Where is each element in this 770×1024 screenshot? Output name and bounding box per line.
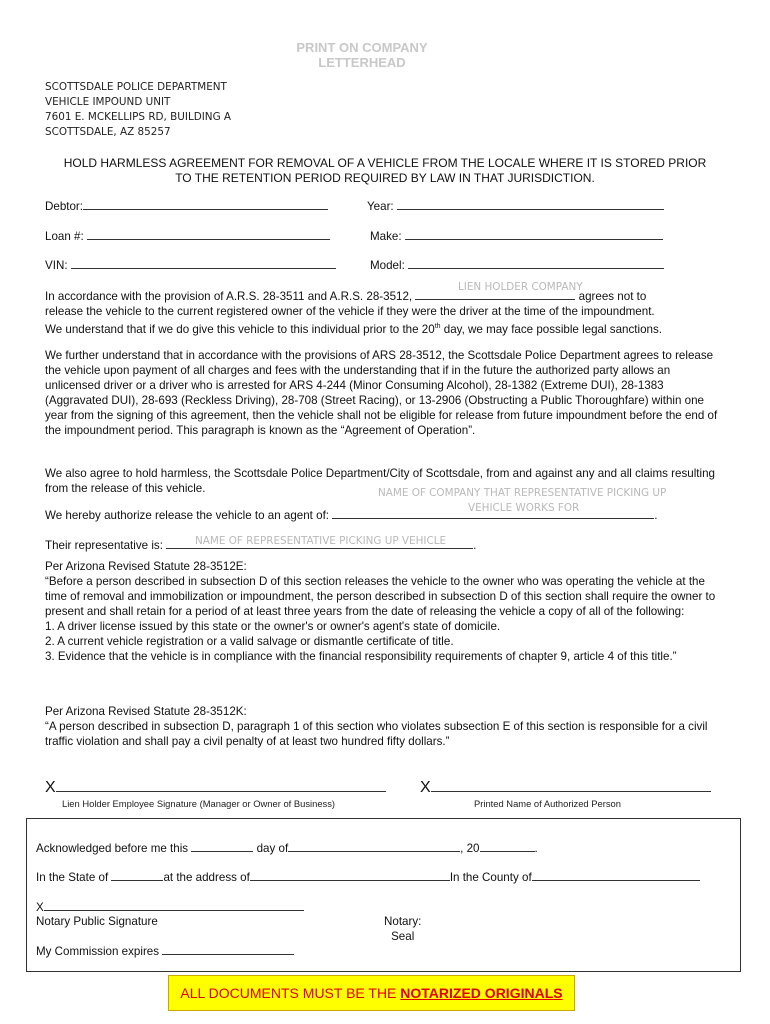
letterhead-line-2: LETTERHEAD [318,55,406,70]
authorize-agent-field[interactable]: We hereby authorize release the vehicle to an agent of: . [45,509,658,522]
lien-holder-signature[interactable] [45,777,386,797]
county-blank[interactable] [532,870,700,881]
state-blank[interactable] [111,870,163,881]
printed-name-line[interactable] [431,777,711,792]
model-label: Model: [370,259,405,272]
notary-signature-line[interactable] [36,900,304,915]
notary-section [26,818,741,972]
document-title [45,156,725,186]
statute-28-3512e [45,559,725,664]
agent-company-blank[interactable] [332,508,654,519]
address-line: SCOTTSDALE, AZ 85257 [45,126,171,138]
commission-label: My Commission expires [36,945,160,958]
lien-holder-placeholder: LIEN HOLDER COMPANY [458,281,583,293]
signature-x-mark: X [45,779,56,796]
address-line: 7601 E. MCKELLIPS RD, BUILDING A [45,111,232,123]
commission-line[interactable] [36,944,294,959]
address-line: SCOTTSDALE POLICE DEPARTMENT [45,81,227,93]
agreement-line-2: release the vehicle to the current registered owner of the vehicle if they were the driver at the time of the impoundment. [45,305,655,318]
acknowledgement-line[interactable] [36,841,538,856]
agreement-line-3-post: day, we may face possible legal sanctions. [440,322,663,336]
hold-harmless-text: We also agree to hold harmless, the Scottsdale Police Department/City of Scottsdale, from and against any and all claims resulting from the release of this vehicle. [45,467,715,495]
agreement-line-1 [45,289,646,304]
notary-seal-text: Seal [391,930,415,943]
notary-address-blank[interactable] [250,870,450,881]
vin-field[interactable] [45,258,336,273]
statute-e-heading: Per Arizona Revised Statute 28-3512E: [45,560,247,573]
notarized-originals-banner [168,975,575,1011]
agreement-of-operation [45,348,725,438]
commission-blank[interactable] [162,944,294,955]
ack-month-blank[interactable] [288,841,460,852]
signature-x-mark: X [420,779,431,796]
year-blank[interactable] [397,199,664,210]
notary-signature-blank[interactable] [44,900,304,911]
county-label: In the County of [449,871,532,884]
make-field[interactable] [370,229,663,244]
lien-holder-blank[interactable] [415,289,575,300]
ack-day-blank[interactable] [191,841,253,852]
vin-label: VIN: [45,259,68,272]
debtor-field[interactable] [45,199,328,214]
lien-holder-signature-caption: Lien Holder Employee Signature (Manager or Owner of Business) [62,798,336,809]
statute-28-3512k [45,704,725,749]
loan-blank[interactable] [87,229,330,240]
state-label: In the State of [36,871,109,884]
agreement-line-3 [45,319,662,337]
statute-k-body: “A person described in subsection D, paragraph 1 of this section who violates subsection E of this section is responsible for a civil traffic violation and shall pay a civil penalty of at least two hundred fifty dollars.” [45,720,708,748]
ack-end: . [534,842,538,855]
address-line: VEHICLE IMPOUND UNIT [45,96,171,108]
banner-text: ALL DOCUMENTS MUST BE THE [180,985,401,1001]
notary-x-mark: X [36,901,44,914]
statute-e-item-2: 2. A current vehicle registration or a valid salvage or dismantle certificate of title. [45,635,454,648]
statute-e-body: “Before a person described in subsection D of this section releases the vehicle to the owner who was operating the vehicle at the time of removal and immobilization or impoundment, the person described in subsection D of this section shall require the owner to present and shall retain for a period of at least three years from the date of releasing the vehicle a copy of all of the following: [45,575,716,618]
debtor-label: Debtor: [45,200,84,213]
representative-field[interactable]: Their representative is: . [45,539,477,552]
printed-name-caption: Printed Name of Authorized Person [474,798,621,809]
statute-e-item-1: 1. A driver license issued by this state or the owner's or owner's agent's state of domicile. [45,620,501,633]
company-placeholder-line-2: VEHICLE WORKS FOR [468,502,580,514]
ack-year-prefix: , 20 [460,842,480,855]
representative-placeholder: NAME OF REPRESENTATIVE PICKING UP VEHICLE [195,535,447,547]
notary-seal-label: Notary: [384,915,422,928]
department-address [45,80,231,140]
vin-blank[interactable] [71,258,336,269]
model-field[interactable] [370,258,664,273]
loan-field[interactable] [45,229,330,244]
authorize-label: We hereby authorize release the vehicle to an agent of: [45,509,330,522]
model-blank[interactable] [408,258,664,269]
statute-e-item-3: 3. Evidence that the vehicle is in compliance with the financial responsibility requirements of chapter 9, article 4 of this title.” [45,650,677,663]
address-label: at the address of [163,871,250,884]
location-line[interactable] [36,870,700,885]
ack-year-blank[interactable] [480,841,535,852]
debtor-blank[interactable] [83,199,328,210]
ordinal-suffix: th [434,323,441,330]
letterhead-placeholder [262,40,462,70]
agreement-line-3-pre: We understand that if we do give this vehicle to this individual prior to the 20 [45,322,435,336]
lien-holder-signature-line[interactable] [56,777,386,792]
make-blank[interactable] [405,229,663,240]
notary-seal-area [384,914,421,944]
title-line-2: TO THE RETENTION PERIOD REQUIRED BY LAW IN THAT JURISDICTION. [175,171,595,185]
agreement-post: agrees not to [578,290,647,303]
year-label: Year: [367,200,394,213]
banner-emphasis: NOTARIZED ORIGINALS [400,985,563,1001]
make-label: Make: [370,230,402,243]
statute-k-heading: Per Arizona Revised Statute 28-3512K: [45,705,247,718]
title-line-1: HOLD HARMLESS AGREEMENT FOR REMOVAL OF A VEHICLE FROM THE LOCALE WHERE IT IS STORED PRIOR [63,156,707,170]
year-field[interactable] [367,199,664,214]
loan-label: Loan #: [45,230,84,243]
representative-label: Their representative is: [45,539,163,552]
letterhead-line-1: PRINT ON COMPANY [296,40,428,55]
ack-label: Acknowledged before me this [36,842,189,855]
notary-signature-label: Notary Public Signature [36,915,158,928]
ack-day-of: day of [256,842,289,855]
company-placeholder-line-1: NAME OF COMPANY THAT REPRESENTATIVE PICKING UP [378,487,667,499]
agreement-pre: In accordance with the provision of A.R.S. 28-3511 and A.R.S. 28-3512, [45,290,413,303]
printed-name-signature[interactable] [420,777,711,797]
agreement-of-operation-text: We further understand that in accordance with the provisions of ARS 28-3512, the Scottsdale Police Department agrees to release the vehicle upon payment of all charges and fees with the understanding that if in the future the authorized party allows an unlicensed driver or a driver who is arrested for ARS 4-244 (Minor Consuming Alcohol), 28-1382 (Extreme DUI), 28-1383 (Aggravated DUI), 28-693 (Reckless Driving), 28-708 (Street Racing), or 13-2906 (Obstructing a Public Thoroughfare) within one year from the signing of this agreement, then the vehicle shall not be eligible for release from future impoundment before the end of the impoundment period. This paragraph is known as the “Agreement of Operation”. [45,349,718,437]
